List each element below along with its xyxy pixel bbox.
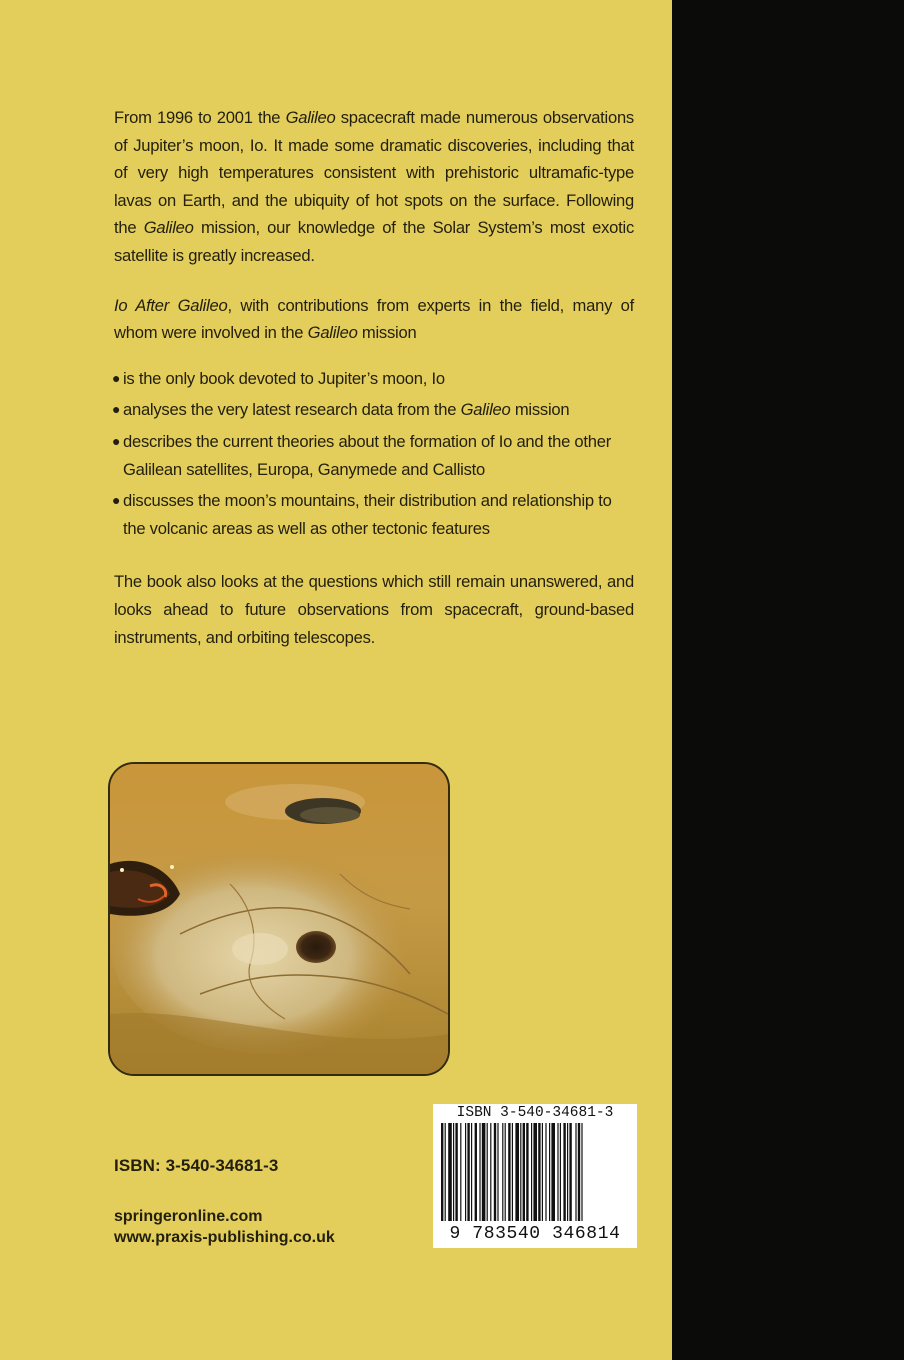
barcode-bar [448, 1123, 452, 1221]
barcode-bar [533, 1123, 537, 1221]
feature-item [114, 365, 634, 393]
barcode-bar [551, 1123, 555, 1221]
feature-item [114, 396, 634, 424]
back-cover-blurb [114, 104, 634, 651]
barcode-isbn-text: ISBN 3-540-34681-3 [456, 1105, 614, 1121]
publisher-links [114, 1206, 335, 1248]
barcode-bar [563, 1123, 565, 1221]
barcode-bar [475, 1123, 477, 1221]
bullet-icon: ● [112, 369, 121, 386]
barcode-bar [497, 1123, 498, 1221]
barcode-bar [575, 1123, 576, 1221]
io-surface-photo [108, 762, 450, 1076]
feature-text: discusses the moon’s mountains, their distribution and relationship to the volcanic areas as well as other tectonic features [123, 491, 612, 538]
barcode-bar [581, 1123, 582, 1221]
bullet-icon: ● [112, 401, 121, 418]
contributors-paragraph: Io After Galileo, with contributions from experts in the field, many of whom were involved in the Galileo mission [114, 295, 634, 343]
barcode-bar [467, 1123, 469, 1221]
barcode-bar [578, 1123, 580, 1221]
intro-paragraph: From 1996 to 2001 the Galileo spacecraft made numerous observations of Jupiter’s moon, Io. It made some dramatic discoveries, including that of very high temperatures consistent with prehistoric ultramafic-type lavas on Earth, and the ubiquity of hot spots on the surface. Following the Galileo mission, our knowledge of the Solar System’s most exotic satellite is greatly increased. [114, 108, 634, 265]
praxis-link[interactable]: www.praxis-publishing.co.uk [114, 1229, 335, 1246]
barcode-bar [508, 1123, 510, 1221]
barcode-bar [549, 1123, 550, 1221]
bullet-icon: ● [112, 432, 121, 449]
springer-link[interactable]: springeronline.com [114, 1208, 263, 1225]
barcode-bar [465, 1123, 466, 1221]
feature-item [114, 487, 634, 542]
barcode-bar [538, 1123, 540, 1221]
barcode-bar [453, 1123, 454, 1221]
barcode-bar [487, 1123, 488, 1221]
barcode-bar [482, 1123, 486, 1221]
barcode-bar [512, 1123, 513, 1221]
barcode-bar [505, 1123, 506, 1221]
io-surface-illustration [110, 764, 448, 1074]
barcode-bar [479, 1123, 480, 1221]
barcode-bar [545, 1123, 546, 1221]
feature-text: describes the current theories about the formation of Io and the other Galilean satellites, Europa, Ganymede and Callisto [123, 431, 611, 479]
barcode-bar [560, 1123, 561, 1221]
feature-text: is the only book devoted to Jupiter’s moon, Io [123, 368, 445, 388]
feature-list [114, 365, 634, 543]
barcode-bar [557, 1123, 558, 1221]
barcode-bar [569, 1123, 571, 1221]
barcode-bar [531, 1123, 532, 1221]
bullet-icon: ● [112, 492, 121, 509]
barcode-bar [523, 1123, 525, 1221]
barcode-number: 9 783540 346814 [449, 1224, 621, 1244]
barcode-bar [520, 1123, 521, 1221]
isbn-label: ISBN: 3-540-34681-3 [114, 1156, 279, 1175]
black-spine-strip [672, 0, 904, 1360]
barcode-bar [502, 1123, 503, 1221]
barcode-bar [542, 1123, 543, 1221]
barcode-bar [567, 1123, 568, 1221]
barcode-bar [526, 1123, 528, 1221]
barcode-bar [471, 1123, 472, 1221]
barcode-bar [445, 1123, 446, 1221]
barcode-bars-graphic [439, 1123, 631, 1221]
barcode-bar [460, 1123, 461, 1221]
feature-item [114, 428, 634, 483]
barcode-bar [494, 1123, 496, 1221]
barcode-bar [515, 1123, 519, 1221]
barcode-bar [441, 1123, 443, 1221]
feature-text: analyses the very latest research data from the Galileo mission [123, 400, 570, 420]
barcode-bar [490, 1123, 491, 1221]
barcode-bar [455, 1123, 457, 1221]
closing-paragraph: The book also looks at the questions which still remain unanswered, and looks ahead to future observations from spacecraft, ground-based instruments, and orbiting telescopes. [114, 572, 634, 647]
barcode-panel [433, 1104, 637, 1248]
